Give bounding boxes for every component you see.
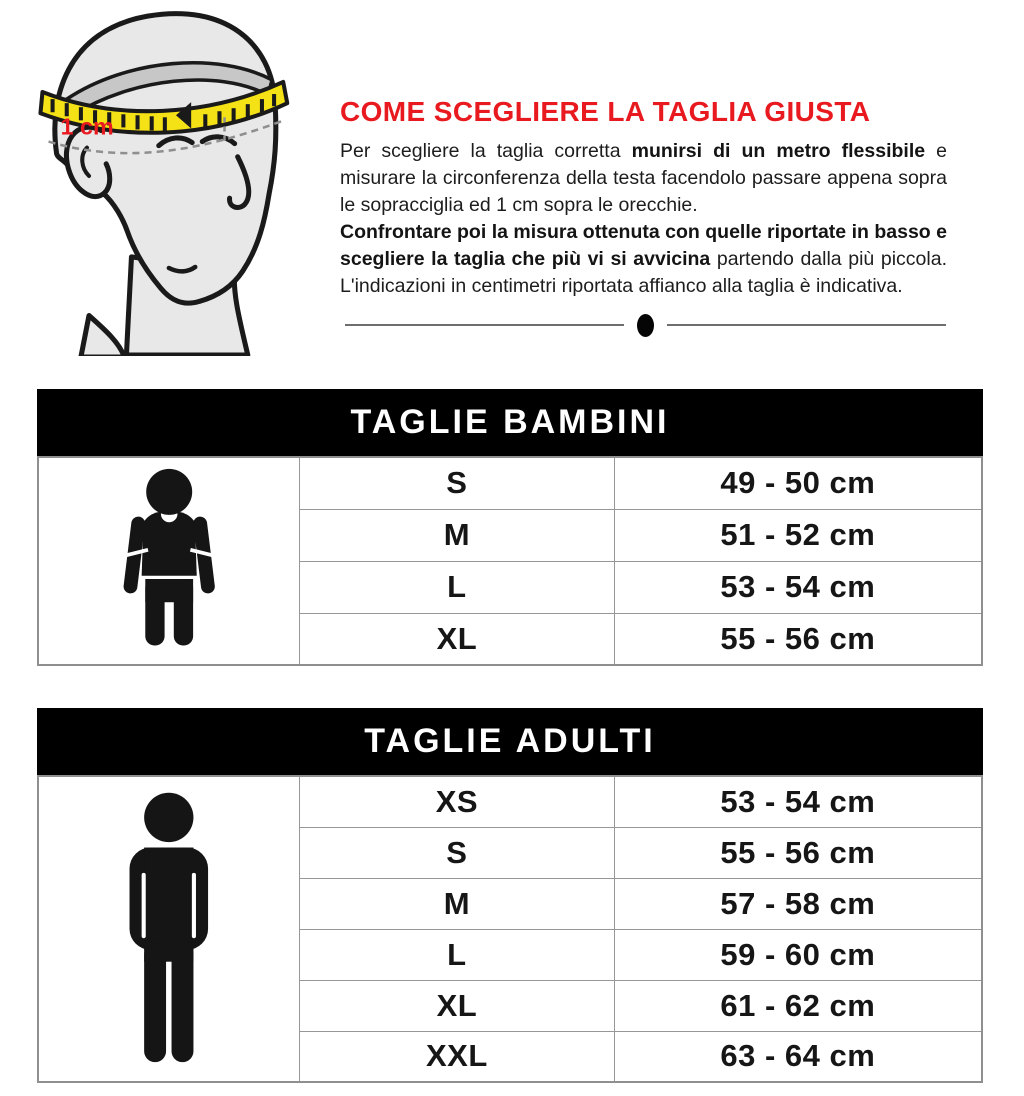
size-range: 51 - 52 cm — [614, 509, 982, 561]
adult-pictogram-cell — [38, 776, 300, 1082]
size-range: 49 - 50 cm — [614, 457, 982, 509]
paragraph-text: e misurare la circonferenza della testa facendolo passare appena sopra le sopracciglia ed 1 cm sopra le orecchie. — [340, 140, 948, 216]
paragraph-text: Per scegliere la taglia corretta — [340, 140, 632, 162]
size-label: M — [300, 878, 615, 929]
children-sizes-section — [37, 389, 983, 666]
adult-sizes-section — [37, 708, 983, 1083]
size-label: S — [300, 457, 615, 509]
size-label: XXL — [300, 1031, 615, 1082]
intro-copy — [340, 138, 947, 300]
size-label: XL — [300, 980, 615, 1031]
size-label: S — [300, 827, 615, 878]
size-range: 53 - 54 cm — [614, 776, 982, 827]
table-row — [38, 776, 982, 827]
intro-paragraph-2 — [340, 219, 947, 300]
divider-line-left — [345, 324, 624, 326]
shoulder-shape — [81, 316, 124, 356]
size-range: 63 - 64 cm — [614, 1031, 982, 1082]
size-label: L — [300, 929, 615, 980]
size-range: 53 - 54 cm — [614, 561, 982, 613]
intro-text-column — [340, 0, 947, 337]
children-size-table — [37, 456, 983, 666]
size-label: L — [300, 561, 615, 613]
size-label: XL — [300, 613, 615, 665]
size-range: 55 - 56 cm — [614, 613, 982, 665]
adult-size-table — [37, 775, 983, 1083]
size-range: 59 - 60 cm — [614, 929, 982, 980]
page-title: COME SCEGLIERE LA TAGLIA GIUSTA — [340, 96, 871, 127]
size-range: 57 - 58 cm — [614, 878, 982, 929]
table-row — [38, 457, 982, 509]
intro-section — [0, 0, 1024, 369]
head-measure-illustration — [26, 2, 330, 356]
paragraph-bold-text: munirsi di un metro flessibile — [631, 140, 926, 162]
size-range: 55 - 56 cm — [614, 827, 982, 878]
size-label: XS — [300, 776, 615, 827]
paragraph-text: partendo dalla più piccola. L'indicazioni in centimetri riportata affianco alla taglia è indicativa. — [340, 248, 947, 297]
adult-icon — [114, 790, 224, 1064]
section-divider — [345, 313, 946, 337]
intro-paragraph-1 — [340, 138, 947, 219]
size-range: 61 - 62 cm — [614, 980, 982, 1031]
one-cm-label: 1 cm — [60, 113, 114, 140]
divider-dot — [637, 314, 654, 337]
adult-table-header: TAGLIE ADULTI — [37, 708, 983, 775]
child-pictogram-cell — [38, 457, 300, 665]
size-label: M — [300, 509, 615, 561]
head-with-tape-icon — [26, 2, 330, 356]
child-icon — [114, 467, 224, 651]
children-table-header: TAGLIE BAMBINI — [37, 389, 983, 456]
divider-line-right — [667, 324, 946, 326]
paragraph-bold-text: Confrontare poi la misura ottenuta con quelle riportate in basso e scegliere la taglia che più vi si avvicina — [340, 221, 947, 270]
